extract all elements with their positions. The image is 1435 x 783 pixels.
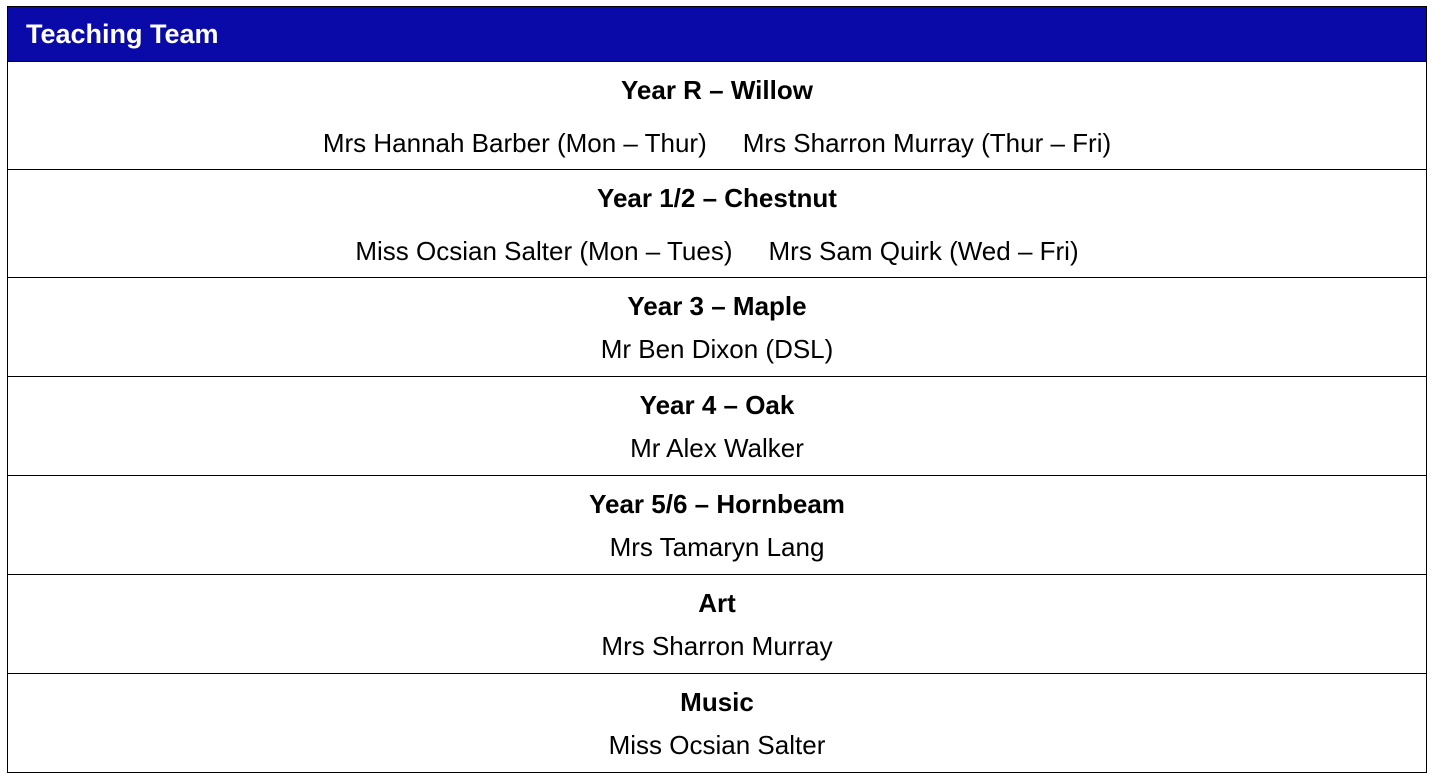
staff-line <box>8 631 1426 661</box>
staff-member: Mrs Hannah Barber (Mon – Thur) <box>322 128 707 158</box>
teaching-team-table <box>7 6 1427 773</box>
class-name: Year R – Willow <box>621 75 813 105</box>
staff-member: Mr Ben Dixon (DSL) <box>600 334 834 364</box>
class-name: Year 4 – Oak <box>639 390 795 420</box>
staff-line <box>8 730 1426 760</box>
class-cell <box>8 62 1427 170</box>
class-row-year-5-6 <box>8 476 1427 575</box>
class-name: Music <box>680 687 754 717</box>
class-name: Year 3 – Maple <box>627 291 807 321</box>
class-row-art <box>8 575 1427 674</box>
class-cell <box>8 278 1427 377</box>
class-row-year-4 <box>8 377 1427 476</box>
staff-member: Mr Alex Walker <box>630 433 804 463</box>
class-cell <box>8 575 1427 674</box>
class-row-year-1-2 <box>8 170 1427 278</box>
staff-member: Miss Ocsian Salter <box>608 730 826 760</box>
class-name: Year 5/6 – Hornbeam <box>589 489 845 519</box>
table-title: Teaching Team <box>8 7 1427 62</box>
class-cell <box>8 674 1427 773</box>
staff-member: Mrs Sam Quirk (Wed – Fri) <box>768 236 1079 266</box>
staff-member: Miss Ocsian Salter (Mon – Tues) <box>355 236 733 266</box>
staff-line <box>8 532 1426 562</box>
class-row-music <box>8 674 1427 773</box>
class-cell <box>8 476 1427 575</box>
staff-line <box>8 334 1426 364</box>
class-row-year-3 <box>8 278 1427 377</box>
staff-line <box>8 236 1426 266</box>
class-cell <box>8 170 1427 278</box>
class-name: Year 1/2 – Chestnut <box>597 183 837 213</box>
class-name: Art <box>698 588 736 618</box>
class-row-year-r <box>8 62 1427 170</box>
staff-line <box>8 433 1426 463</box>
staff-member: Mrs Sharron Murray <box>601 631 833 661</box>
class-cell <box>8 377 1427 476</box>
staff-member: Mrs Sharron Murray (Thur – Fri) <box>742 128 1112 158</box>
table-header-row <box>8 7 1427 62</box>
staff-line <box>8 128 1426 158</box>
staff-member: Mrs Tamaryn Lang <box>609 532 825 562</box>
